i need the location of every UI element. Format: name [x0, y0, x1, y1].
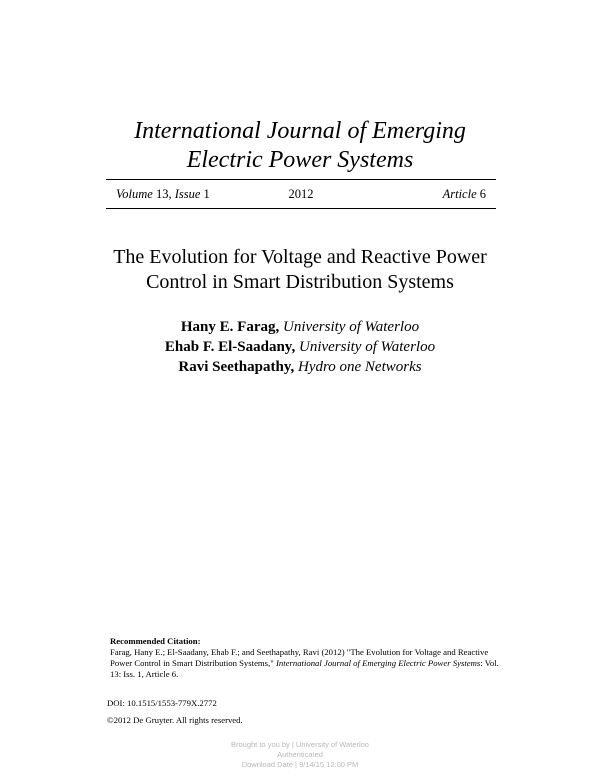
citation-text-start: Farag, Hany E.; El-Saadany, Ehab F.; and Seethapathy, Ravi (2012) "The Evolution for Voltage and Reactive Power Control in Smart Distribution Systems," — [110, 647, 489, 668]
article-label: Article — [442, 187, 477, 201]
author-affiliation: Hydro one Networks — [298, 359, 422, 375]
article-number — [443, 187, 486, 202]
paper-title-line-2: Control in Smart Distribution Systems — [146, 271, 454, 293]
volume-number: 13, — [155, 187, 172, 201]
author-entry — [0, 337, 600, 357]
watermark-line-2: Authenticated — [277, 750, 323, 759]
paper-title-line-1: The Evolution for Voltage and Reactive Power — [113, 246, 487, 268]
issue-number: 1 — [203, 187, 210, 201]
citation-text — [110, 647, 510, 680]
author-entry — [0, 357, 600, 377]
doi: DOI: 10.1515/1553-779X.2772 — [107, 698, 217, 708]
journal-title-line-1: International Journal of Emerging — [134, 118, 466, 144]
copyright-notice: ©2012 De Gruyter. All rights reserved. — [107, 715, 243, 725]
issue-bar — [106, 179, 496, 209]
download-watermark — [0, 740, 600, 770]
author-name: Ravi Seethapathy, — [178, 359, 295, 375]
author-name: Hany E. Farag, — [180, 319, 280, 335]
publication-year: 2012 — [288, 187, 314, 201]
author-affiliation: University of Waterloo — [282, 319, 420, 335]
citation-label: Recommended Citation: — [110, 636, 201, 646]
recommended-citation — [110, 636, 510, 680]
citation-journal: International Journal of Emerging Electric Power Systems — [275, 658, 481, 668]
journal-title-line-2: Electric Power Systems — [186, 147, 414, 173]
citation-text-end: : Vol. 13: Iss. 1, Article 6. — [110, 658, 499, 679]
author-name: Ehab F. El-Saadany, — [164, 339, 296, 355]
author-affiliation: University of Waterloo — [298, 339, 436, 355]
journal-title — [0, 117, 600, 175]
author-list — [0, 317, 600, 377]
watermark-line-1: Brought to you by | University of Waterloo — [231, 740, 369, 749]
article-value: 6 — [479, 187, 486, 201]
issue-label: Issue — [174, 187, 201, 201]
volume-label: Volume — [116, 187, 153, 201]
author-entry — [0, 317, 600, 337]
watermark-line-3: Download Date | 9/14/15 12:00 PM — [241, 760, 359, 769]
paper-title — [0, 245, 600, 295]
